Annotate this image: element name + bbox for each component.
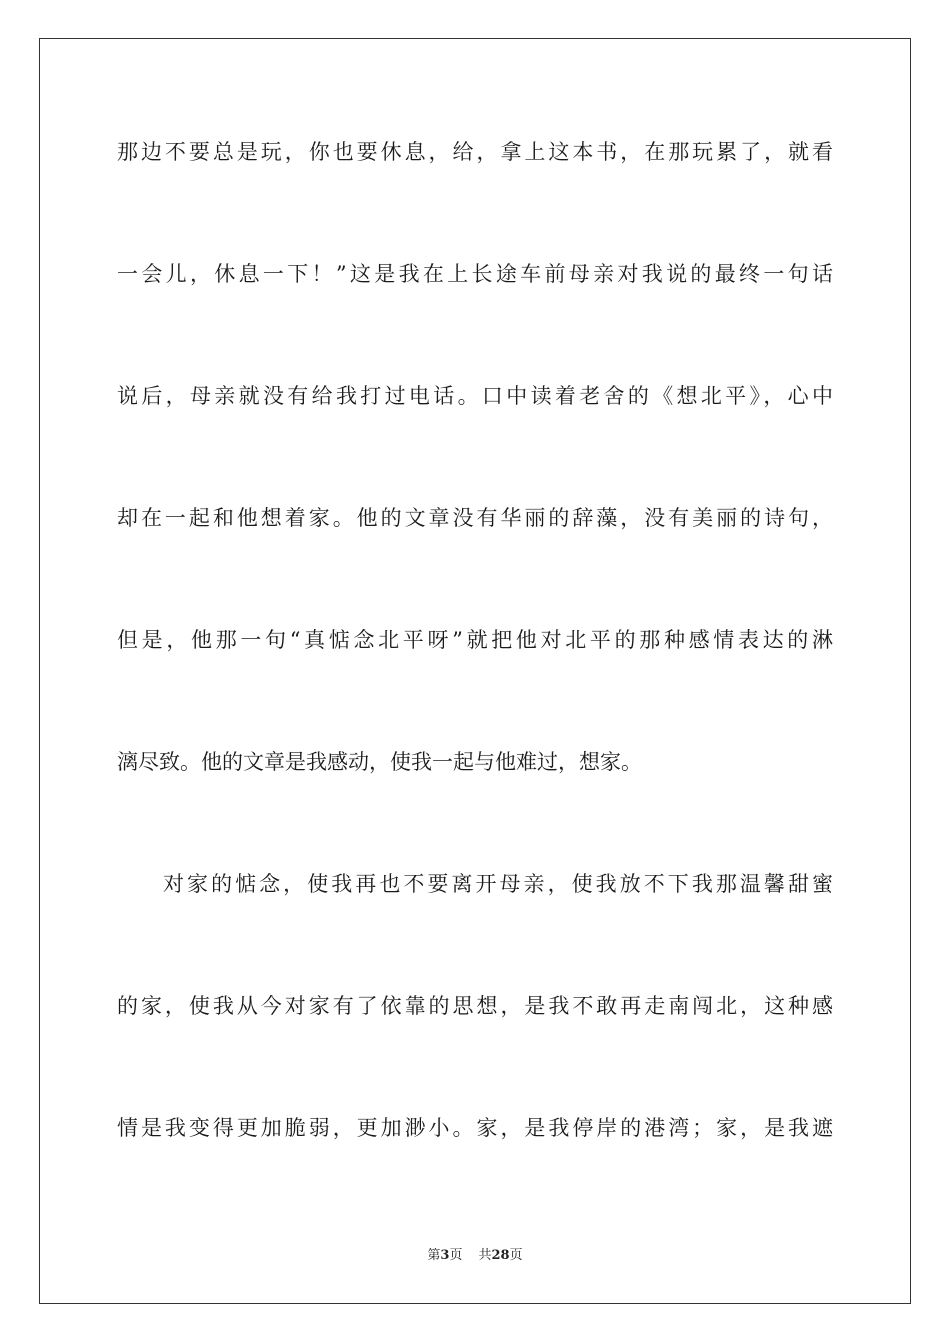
text-line-3: 说后，母亲就没有给我打过电话。口中读着老舍的《想北平》，心中 (117, 384, 833, 408)
text-line-2: 一会儿，休息一下！”这是我在上长途车前母亲对我说的最终一句话 (117, 262, 833, 286)
footer-page-prefix: 第 (427, 1248, 441, 1263)
footer-total-prefix: 共 (478, 1248, 492, 1263)
text-line-4: 却在一起和他想着家。他的文章没有华丽的辞藻，没有美丽的诗句， (117, 506, 833, 530)
text-line-1: 那边不要总是玩，你也要休息，给，拿上这本书，在那玩累了，就看 (117, 140, 833, 164)
page-footer (0, 1247, 950, 1265)
footer-total-suffix: 页 (509, 1248, 523, 1263)
footer-page-total: 28 (491, 1248, 510, 1263)
text-line-7: 对家的惦念，使我再也不要离开母亲，使我放不下我那温馨甜蜜 (163, 872, 833, 896)
footer-page-suffix: 页 (449, 1248, 463, 1263)
text-line-9: 情是我变得更加脆弱，更加渺小。家，是我停岸的港湾；家，是我遮 (117, 1116, 833, 1140)
footer-page-current: 3 (440, 1248, 450, 1263)
text-line-6: 漓尽致。他的文章是我感动，使我一起与他难过，想家。 (117, 750, 642, 774)
text-line-8: 的家，使我从今对家有了依靠的思想，是我不敢再走南闯北，这种感 (117, 994, 833, 1018)
text-line-5: 但是，他那一句“真惦念北平呀”就把他对北平的那种感情表达的淋 (117, 628, 833, 652)
